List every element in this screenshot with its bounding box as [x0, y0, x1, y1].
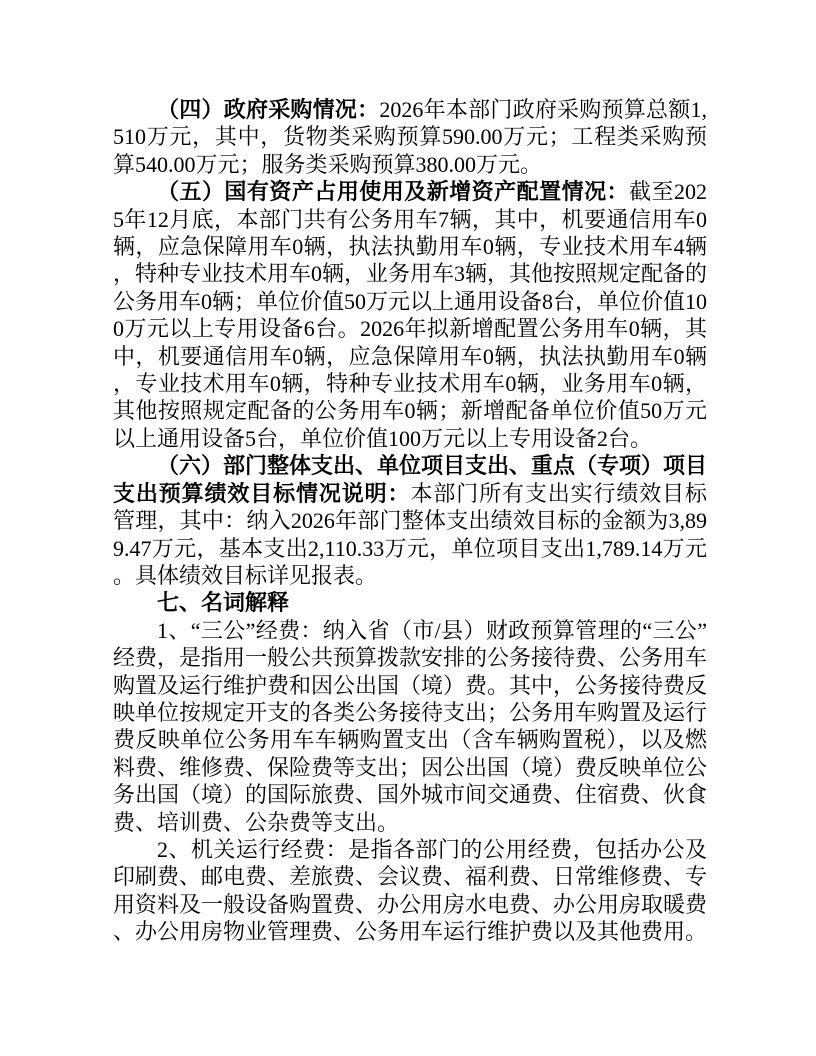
- paragraph-operating-expenses-body: 2、机关运行经费：是指各部门的公用经费，包括办公及印刷费、邮电费、差旅费、会议费、福利费、日常维修费、专用资料及一般设备购置费、办公用房水电费、办公用房取暖费、办公用房物业管理费、公务用车运行维护费以及其他费用。: [113, 836, 708, 945]
- paragraph-gov-procurement-heading: （四）政府采购情况：: [157, 97, 380, 122]
- paragraph-operating-expenses: [113, 836, 707, 946]
- document-page: [113, 96, 707, 946]
- paragraph-state-assets-body: 截至2025年12月底，本部门共有公务用车7辆，其中，机要通信用车0辆，应急保障用车0辆，执法执勤用车0辆，专业技术用车4辆，特种专业技术用车0辆，业务用车3辆，其他按照规定配备的公务用车0辆；单位价值50万元以上通用设备8台，单位价值100万元以上专用设备6台。2026年拟新增配置公务用车0辆，其中，机要通信用车0辆，应急保障用车0辆，执法执勤用车0辆，专业技术用车0辆，特种专业技术用车0辆，业务用车0辆，其他按照规定配备的公务用车0辆；新增配备单位价值50万元以上通用设备5台，单位价值100万元以上专用设备2台。: [113, 179, 708, 451]
- paragraph-performance-targets-body: 本部门所有支出实行绩效目标管理，其中：纳入2026年部门整体支出绩效目标的金额为3,899.47万元，基本支出2,110.33万元，单位项目支出1,789.14万元。具体绩效目标详见报表。: [113, 480, 707, 588]
- paragraph-three-public-funds: [113, 617, 707, 836]
- paragraph-gov-procurement: [113, 96, 707, 178]
- paragraph-performance-targets: [113, 452, 707, 589]
- paragraph-gov-procurement-body: 2026年本部门政府采购预算总额1,510万元，其中，货物类采购预算590.00万元；工程类采购预算540.00万元；服务类采购预算380.00万元。: [113, 97, 707, 177]
- heading-glossary: 七、名词解释: [157, 590, 290, 616]
- paragraph-performance-targets-heading: （六）部门整体支出、单位项目支出、重点（专项）项目支出预算绩效目标情况说明：: [113, 453, 708, 506]
- paragraph-state-assets: [113, 178, 707, 452]
- paragraph-state-assets-heading: （五）国有资产占用使用及新增资产配置情况：: [157, 179, 630, 205]
- paragraph-three-public-funds-body: 1、“三公”经费：纳入省（市/县）财政预算管理的“三公”经费，是指用一般公共预算拨款安排的公务接待费、公务用车购置及运行维护费和因公出国（境）费。其中，公务接待费反映单位按规定开支的各类公务接待支出；公务用车购置及运行费反映单位公务用车车辆购置支出（含车辆购置税），以及燃料费、维修费、保险费等支出；因公出国（境）费反映单位公务出国（境）的国际旅费、国外城市间交通费、住宿费、伙食费、培训费、公杂费等支出。: [113, 617, 708, 835]
